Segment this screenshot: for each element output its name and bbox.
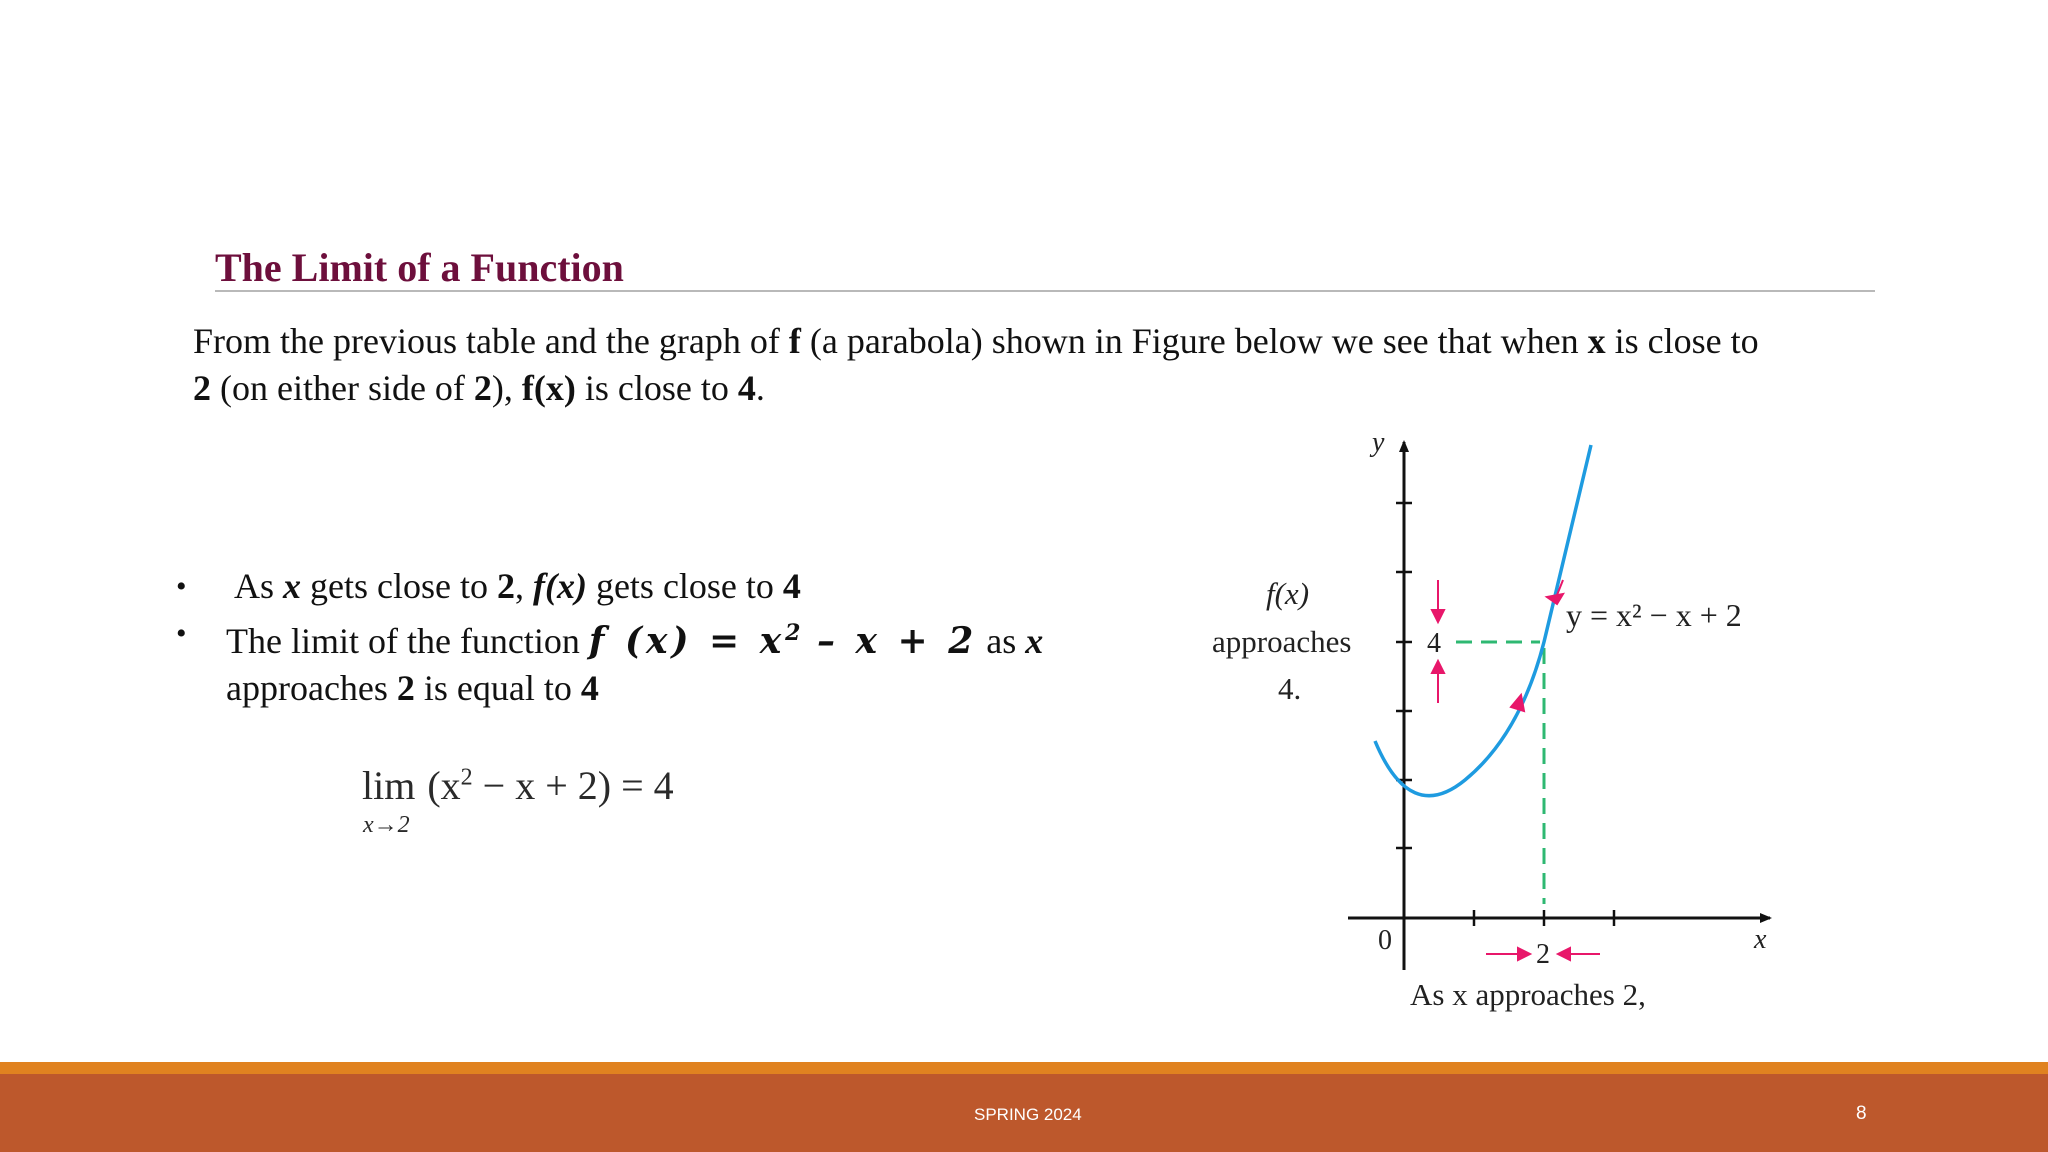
curve-equation-label: y = x² − x + 2 [1566, 597, 1742, 633]
origin-label: 0 [1378, 925, 1392, 956]
slide-title: The Limit of a Function [215, 245, 624, 290]
bullet-icon: • [176, 570, 187, 603]
x-axis-label: x [1754, 924, 1767, 955]
intro-paragraph: From the previous table and the graph of f (a parabola) shown in Figure below we see that when x is close to 2 (on either side of 2), f(x) is close to 4. [193, 321, 1759, 408]
arrow-up-icon [1432, 661, 1444, 673]
approach-arrows [1432, 580, 1600, 960]
curve-arrow-up-icon [1511, 695, 1524, 711]
fx-label: f(x) [1266, 576, 1310, 611]
limit-equation: lim x→2 $(x^2 - x + 2) = 4$ [362, 763, 674, 838]
parabola-curve [1375, 445, 1591, 796]
arrow-right-icon [1518, 948, 1530, 960]
bullet-icon: • [176, 617, 187, 650]
footer-term: SPRING 2024 [974, 1105, 1082, 1124]
page-number: 8 [1856, 1103, 1867, 1124]
tick-label-4: 4 [1427, 628, 1441, 659]
list-item: • As x gets close to 2, f(x) gets close to 4 [176, 563, 1076, 610]
four-label: 4. [1278, 671, 1302, 706]
arrow-down-icon [1432, 610, 1444, 622]
arrow-left-icon [1558, 948, 1570, 960]
bottom-caption: As x approaches 2, [1410, 977, 1646, 1012]
y-axis-label: y [1372, 427, 1385, 458]
tick-label-2: 2 [1536, 939, 1550, 970]
footer-stripe [0, 1062, 2048, 1074]
list-item: • The limit of the function f $(x) = x^2 - x + 2$ as x approaches 2 is equal to 4 [176, 610, 1076, 712]
approaches-label: approaches [1212, 624, 1352, 659]
